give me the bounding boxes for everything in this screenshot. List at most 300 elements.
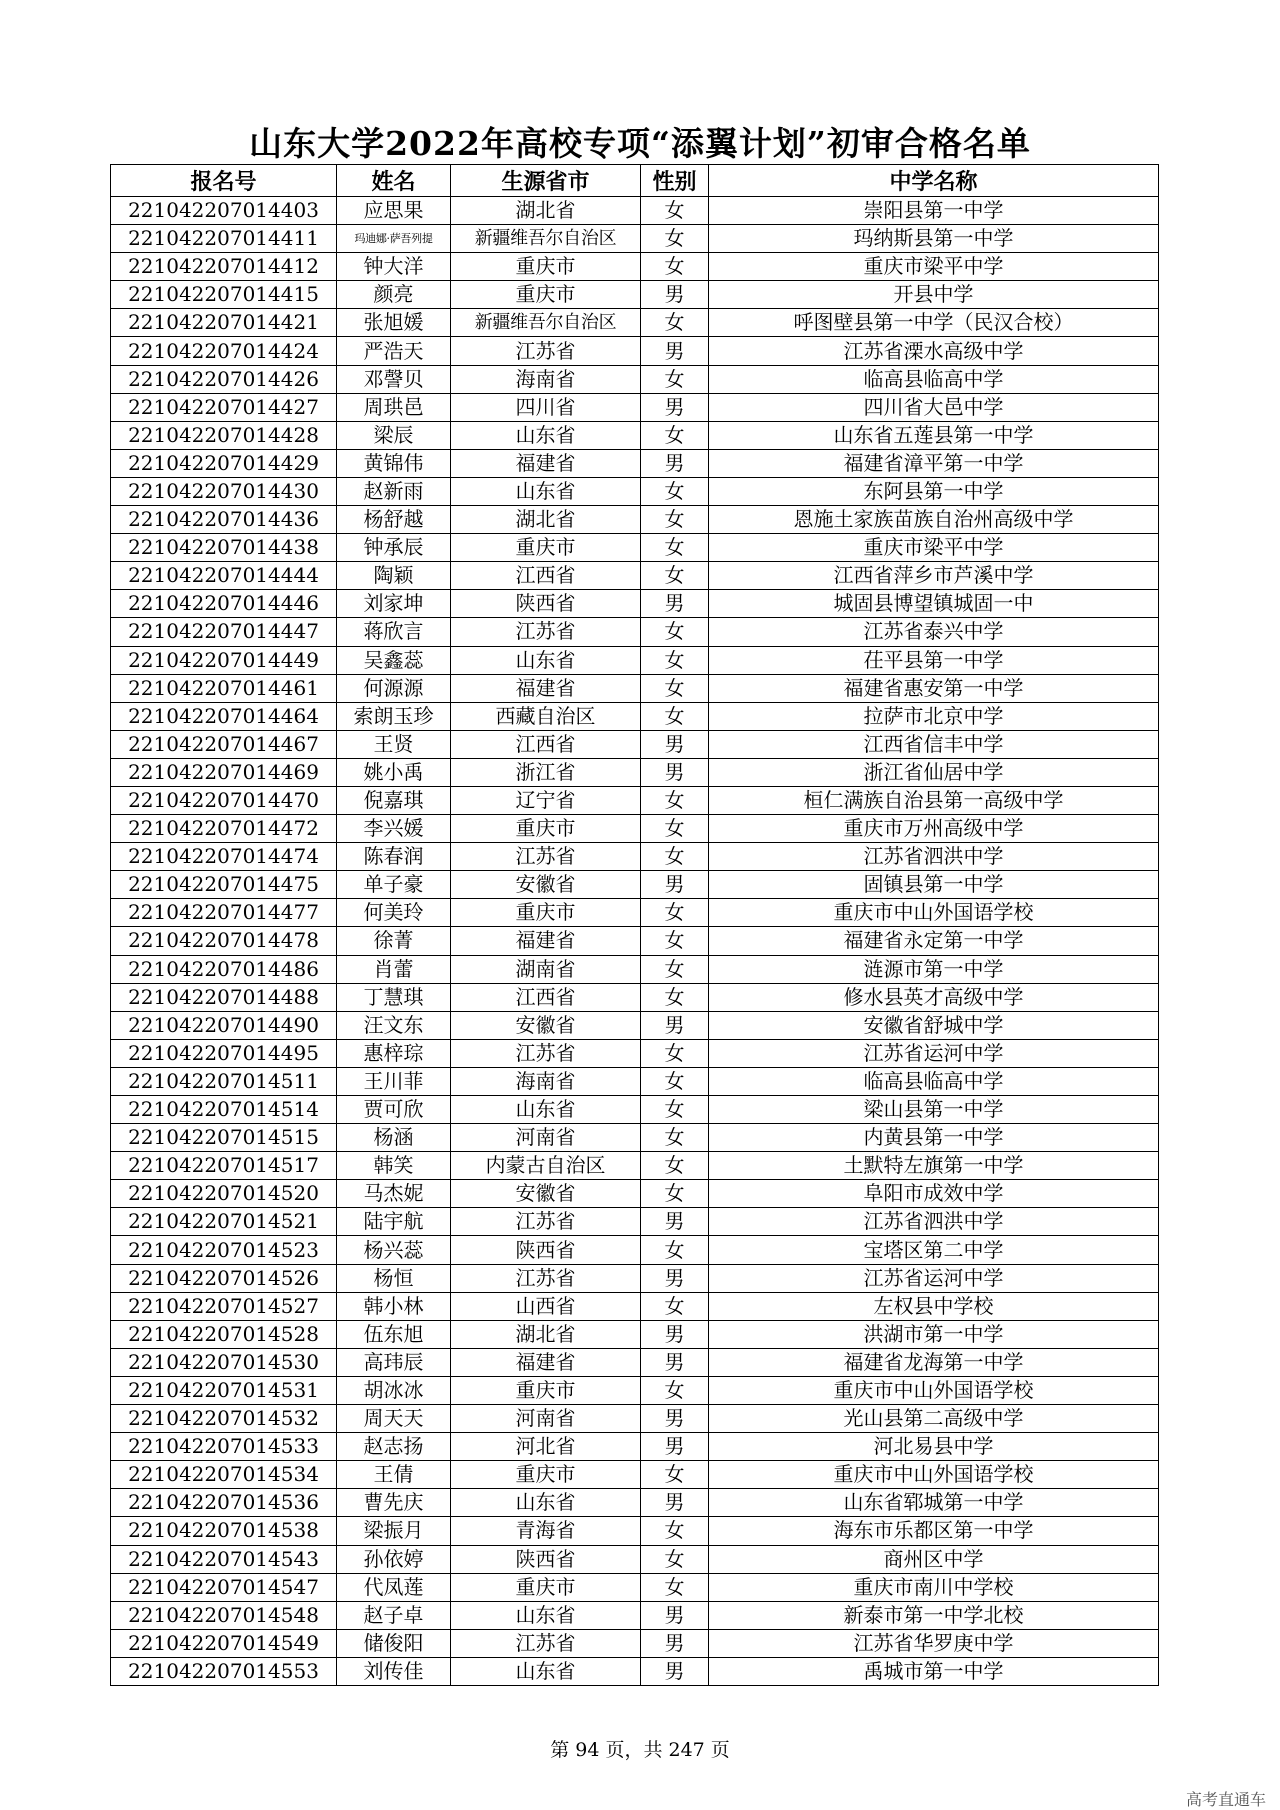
gender-cell: 男 [641, 1208, 709, 1236]
school-cell: 重庆市梁平中学 [709, 253, 1159, 281]
table-body [111, 197, 1159, 1686]
registration-number-cell: 221042207014426 [111, 365, 337, 393]
registration-number-cell: 221042207014477 [111, 899, 337, 927]
registration-number-cell: 221042207014469 [111, 758, 337, 786]
table-row [111, 590, 1159, 618]
registration-number-cell: 221042207014515 [111, 1124, 337, 1152]
gender-cell: 男 [641, 281, 709, 309]
registration-number-cell: 221042207014446 [111, 590, 337, 618]
gender-cell: 女 [641, 225, 709, 253]
watermark: 高考直通车 [1185, 1790, 1266, 1809]
province-cell: 福建省 [451, 1348, 641, 1376]
province-cell: 山东省 [451, 1096, 641, 1124]
province-cell: 重庆市 [451, 815, 641, 843]
name-cell: 王川菲 [337, 1067, 451, 1095]
name-cell: 孙依婷 [337, 1545, 451, 1573]
name-cell: 伍东旭 [337, 1320, 451, 1348]
name-cell: 刘传佳 [337, 1657, 451, 1685]
name-cell: 周珙邑 [337, 393, 451, 421]
school-cell: 浙江省仙居中学 [709, 758, 1159, 786]
header-gender: 性别 [641, 165, 709, 197]
province-cell: 海南省 [451, 365, 641, 393]
registration-number-cell: 221042207014521 [111, 1208, 337, 1236]
table-row [111, 393, 1159, 421]
gender-cell: 女 [641, 1461, 709, 1489]
name-cell: 单子豪 [337, 871, 451, 899]
registration-number-cell: 221042207014543 [111, 1545, 337, 1573]
school-cell: 福建省龙海第一中学 [709, 1348, 1159, 1376]
gender-cell: 男 [641, 1601, 709, 1629]
province-cell: 江苏省 [451, 1629, 641, 1657]
table-row [111, 365, 1159, 393]
name-cell: 储俊阳 [337, 1629, 451, 1657]
gender-cell: 女 [641, 477, 709, 505]
school-cell: 重庆市南川中学校 [709, 1573, 1159, 1601]
registration-number-cell: 221042207014472 [111, 815, 337, 843]
gender-cell: 女 [641, 899, 709, 927]
name-cell: 杨涵 [337, 1124, 451, 1152]
school-cell: 东阿县第一中学 [709, 477, 1159, 505]
registration-number-cell: 221042207014495 [111, 1039, 337, 1067]
gender-cell: 男 [641, 1489, 709, 1517]
school-cell: 山东省五莲县第一中学 [709, 421, 1159, 449]
gender-cell: 男 [641, 449, 709, 477]
province-cell: 江苏省 [451, 1039, 641, 1067]
table-row [111, 1067, 1159, 1095]
name-cell: 刘家坤 [337, 590, 451, 618]
table-row [111, 421, 1159, 449]
registration-number-cell: 221042207014449 [111, 646, 337, 674]
registration-number-cell: 221042207014547 [111, 1573, 337, 1601]
name-cell: 惠梓琮 [337, 1039, 451, 1067]
school-cell: 修水县英才高级中学 [709, 983, 1159, 1011]
province-cell: 福建省 [451, 449, 641, 477]
province-cell: 青海省 [451, 1517, 641, 1545]
table-row [111, 871, 1159, 899]
school-cell: 临高县临高中学 [709, 365, 1159, 393]
gender-cell: 男 [641, 1657, 709, 1685]
gender-cell: 男 [641, 871, 709, 899]
name-cell: 应思果 [337, 197, 451, 225]
registration-number-cell: 221042207014536 [111, 1489, 337, 1517]
table-row [111, 562, 1159, 590]
province-cell: 安徽省 [451, 871, 641, 899]
gender-cell: 女 [641, 365, 709, 393]
table-row [111, 1124, 1159, 1152]
province-cell: 山东省 [451, 421, 641, 449]
province-cell: 陕西省 [451, 1236, 641, 1264]
province-cell: 河南省 [451, 1124, 641, 1152]
school-cell: 开县中学 [709, 281, 1159, 309]
gender-cell: 女 [641, 1573, 709, 1601]
gender-cell: 女 [641, 927, 709, 955]
gender-cell: 女 [641, 1292, 709, 1320]
name-cell: 赵子卓 [337, 1601, 451, 1629]
table-row [111, 534, 1159, 562]
school-cell: 重庆市中山外国语学校 [709, 1461, 1159, 1489]
school-cell: 恩施土家族苗族自治州高级中学 [709, 506, 1159, 534]
school-cell: 四川省大邑中学 [709, 393, 1159, 421]
province-cell: 陕西省 [451, 1545, 641, 1573]
table-row [111, 1348, 1159, 1376]
registration-number-cell: 221042207014412 [111, 253, 337, 281]
table-row [111, 1264, 1159, 1292]
name-cell: 钟大洋 [337, 253, 451, 281]
registration-number-cell: 221042207014532 [111, 1405, 337, 1433]
table-row [111, 1433, 1159, 1461]
school-cell: 禹城市第一中学 [709, 1657, 1159, 1685]
table-row [111, 225, 1159, 253]
province-cell: 山东省 [451, 646, 641, 674]
table-row [111, 337, 1159, 365]
table-row [111, 843, 1159, 871]
table-row [111, 1601, 1159, 1629]
gender-cell: 男 [641, 1264, 709, 1292]
name-cell: 何源源 [337, 674, 451, 702]
registration-number-cell: 221042207014428 [111, 421, 337, 449]
gender-cell: 女 [641, 1152, 709, 1180]
header-school: 中学名称 [709, 165, 1159, 197]
province-cell: 四川省 [451, 393, 641, 421]
table-row [111, 1517, 1159, 1545]
school-cell: 固镇县第一中学 [709, 871, 1159, 899]
name-cell: 陆宇航 [337, 1208, 451, 1236]
province-cell: 河南省 [451, 1405, 641, 1433]
table-row [111, 702, 1159, 730]
table-row [111, 1292, 1159, 1320]
registration-number-cell: 221042207014461 [111, 674, 337, 702]
school-cell: 宝塔区第二中学 [709, 1236, 1159, 1264]
name-cell: 马杰妮 [337, 1180, 451, 1208]
gender-cell: 女 [641, 618, 709, 646]
gender-cell: 女 [641, 815, 709, 843]
school-cell: 山东省郓城第一中学 [709, 1489, 1159, 1517]
registration-number-cell: 221042207014528 [111, 1320, 337, 1348]
registration-number-cell: 221042207014538 [111, 1517, 337, 1545]
school-cell: 光山县第二高级中学 [709, 1405, 1159, 1433]
school-cell: 福建省漳平第一中学 [709, 449, 1159, 477]
registration-number-cell: 221042207014447 [111, 618, 337, 646]
province-cell: 安徽省 [451, 1180, 641, 1208]
table-row [111, 281, 1159, 309]
school-cell: 江西省信丰中学 [709, 730, 1159, 758]
name-cell: 赵新雨 [337, 477, 451, 505]
registration-number-cell: 221042207014444 [111, 562, 337, 590]
header-name: 姓名 [337, 165, 451, 197]
name-cell: 王倩 [337, 1461, 451, 1489]
table-row [111, 1320, 1159, 1348]
table-row [111, 815, 1159, 843]
province-cell: 湖北省 [451, 197, 641, 225]
school-cell: 洪湖市第一中学 [709, 1320, 1159, 1348]
table-row [111, 674, 1159, 702]
table-row [111, 1180, 1159, 1208]
province-cell: 江苏省 [451, 618, 641, 646]
name-cell: 胡冰冰 [337, 1376, 451, 1404]
gender-cell: 女 [641, 1124, 709, 1152]
gender-cell: 女 [641, 843, 709, 871]
registration-number-cell: 221042207014490 [111, 1011, 337, 1039]
table-row [111, 1011, 1159, 1039]
name-cell: 王贤 [337, 730, 451, 758]
table-row [111, 1236, 1159, 1264]
registration-number-cell: 221042207014526 [111, 1264, 337, 1292]
registration-number-cell: 221042207014511 [111, 1067, 337, 1095]
registration-number-cell: 221042207014411 [111, 225, 337, 253]
school-cell: 阜阳市成效中学 [709, 1180, 1159, 1208]
school-cell: 崇阳县第一中学 [709, 197, 1159, 225]
gender-cell: 男 [641, 1011, 709, 1039]
gender-cell: 女 [641, 1180, 709, 1208]
registration-number-cell: 221042207014424 [111, 337, 337, 365]
province-cell: 湖北省 [451, 506, 641, 534]
school-cell: 江苏省泗洪中学 [709, 1208, 1159, 1236]
school-cell: 海东市乐都区第一中学 [709, 1517, 1159, 1545]
gender-cell: 女 [641, 309, 709, 337]
province-cell: 重庆市 [451, 281, 641, 309]
gender-cell: 女 [641, 786, 709, 814]
province-cell: 福建省 [451, 674, 641, 702]
registration-number-cell: 221042207014438 [111, 534, 337, 562]
province-cell: 安徽省 [451, 1011, 641, 1039]
gender-cell: 男 [641, 730, 709, 758]
registration-number-cell: 221042207014467 [111, 730, 337, 758]
table-row [111, 1405, 1159, 1433]
school-cell: 江苏省华罗庚中学 [709, 1629, 1159, 1657]
gender-cell: 男 [641, 758, 709, 786]
registration-number-cell: 221042207014474 [111, 843, 337, 871]
school-cell: 新泰市第一中学北校 [709, 1601, 1159, 1629]
province-cell: 重庆市 [451, 899, 641, 927]
gender-cell: 男 [641, 590, 709, 618]
table-row [111, 1545, 1159, 1573]
gender-cell: 女 [641, 506, 709, 534]
school-cell: 土默特左旗第一中学 [709, 1152, 1159, 1180]
registration-number-cell: 221042207014475 [111, 871, 337, 899]
gender-cell: 女 [641, 1545, 709, 1573]
registration-number-cell: 221042207014527 [111, 1292, 337, 1320]
table-row [111, 758, 1159, 786]
province-cell: 福建省 [451, 927, 641, 955]
registration-number-cell: 221042207014478 [111, 927, 337, 955]
school-cell: 江苏省溧水高级中学 [709, 337, 1159, 365]
name-cell: 韩笑 [337, 1152, 451, 1180]
name-cell: 陶颖 [337, 562, 451, 590]
province-cell: 浙江省 [451, 758, 641, 786]
name-cell: 吴鑫蕊 [337, 646, 451, 674]
name-cell: 韩小林 [337, 1292, 451, 1320]
province-cell: 江苏省 [451, 843, 641, 871]
province-cell: 江西省 [451, 730, 641, 758]
province-cell: 江西省 [451, 562, 641, 590]
gender-cell: 女 [641, 702, 709, 730]
table-header-row [111, 165, 1159, 197]
name-cell: 蒋欣言 [337, 618, 451, 646]
registration-number-cell: 221042207014430 [111, 477, 337, 505]
gender-cell: 女 [641, 1067, 709, 1095]
name-cell: 杨恒 [337, 1264, 451, 1292]
registration-number-cell: 221042207014531 [111, 1376, 337, 1404]
province-cell: 辽宁省 [451, 786, 641, 814]
header-registration-number: 报名号 [111, 165, 337, 197]
name-cell: 张旭媛 [337, 309, 451, 337]
school-cell: 梁山县第一中学 [709, 1096, 1159, 1124]
school-cell: 福建省惠安第一中学 [709, 674, 1159, 702]
name-cell: 颜亮 [337, 281, 451, 309]
registration-number-cell: 221042207014488 [111, 983, 337, 1011]
name-cell: 杨舒越 [337, 506, 451, 534]
province-cell: 新疆维吾尔自治区 [451, 225, 641, 253]
school-cell: 商州区中学 [709, 1545, 1159, 1573]
name-cell: 肖蕾 [337, 955, 451, 983]
school-cell: 重庆市万州高级中学 [709, 815, 1159, 843]
gender-cell: 女 [641, 1517, 709, 1545]
name-cell: 曹先庆 [337, 1489, 451, 1517]
name-cell: 倪嘉琪 [337, 786, 451, 814]
registration-number-cell: 221042207014427 [111, 393, 337, 421]
school-cell: 临高县临高中学 [709, 1067, 1159, 1095]
gender-cell: 男 [641, 1405, 709, 1433]
province-cell: 江西省 [451, 983, 641, 1011]
name-cell: 李兴媛 [337, 815, 451, 843]
registration-number-cell: 221042207014486 [111, 955, 337, 983]
document-title: 山东大学2022年高校专项“添翼计划”初审合格名单 [249, 124, 1031, 163]
school-cell: 重庆市中山外国语学校 [709, 1376, 1159, 1404]
school-cell: 河北易县中学 [709, 1433, 1159, 1461]
registration-number-cell: 221042207014464 [111, 702, 337, 730]
gender-cell: 女 [641, 197, 709, 225]
registration-number-cell: 221042207014530 [111, 1348, 337, 1376]
gender-cell: 男 [641, 1629, 709, 1657]
province-cell: 江苏省 [451, 1264, 641, 1292]
table-row [111, 618, 1159, 646]
name-cell: 徐菁 [337, 927, 451, 955]
table-row [111, 1629, 1159, 1657]
school-cell: 江苏省运河中学 [709, 1264, 1159, 1292]
school-cell: 内黄县第一中学 [709, 1124, 1159, 1152]
table-row [111, 899, 1159, 927]
province-cell: 重庆市 [451, 1573, 641, 1601]
name-cell: 高玮辰 [337, 1348, 451, 1376]
name-cell: 梁振月 [337, 1517, 451, 1545]
name-cell: 周天天 [337, 1405, 451, 1433]
header-province: 生源省市 [451, 165, 641, 197]
province-cell: 西藏自治区 [451, 702, 641, 730]
registration-number-cell: 221042207014403 [111, 197, 337, 225]
province-cell: 内蒙古自治区 [451, 1152, 641, 1180]
gender-cell: 女 [641, 421, 709, 449]
name-cell: 何美玲 [337, 899, 451, 927]
gender-cell: 女 [641, 1236, 709, 1264]
table-row [111, 477, 1159, 505]
registration-number-cell: 221042207014523 [111, 1236, 337, 1264]
province-cell: 山西省 [451, 1292, 641, 1320]
gender-cell: 女 [641, 955, 709, 983]
school-cell: 福建省永定第一中学 [709, 927, 1159, 955]
province-cell: 重庆市 [451, 253, 641, 281]
school-cell: 重庆市梁平中学 [709, 534, 1159, 562]
registration-number-cell: 221042207014429 [111, 449, 337, 477]
table-row [111, 1096, 1159, 1124]
school-cell: 江苏省泰兴中学 [709, 618, 1159, 646]
province-cell: 湖北省 [451, 1320, 641, 1348]
table-row [111, 1573, 1159, 1601]
gender-cell: 女 [641, 253, 709, 281]
province-cell: 山东省 [451, 1489, 641, 1517]
school-cell: 桓仁满族自治县第一高级中学 [709, 786, 1159, 814]
gender-cell: 男 [641, 1433, 709, 1461]
name-cell: 邓謦贝 [337, 365, 451, 393]
table-row [111, 1489, 1159, 1517]
table-row [111, 983, 1159, 1011]
table-row [111, 927, 1159, 955]
gender-cell: 女 [641, 534, 709, 562]
school-cell: 左权县中学校 [709, 1292, 1159, 1320]
name-cell: 代凤莲 [337, 1573, 451, 1601]
name-cell: 索朗玉珍 [337, 702, 451, 730]
table-row [111, 309, 1159, 337]
admission-list-table [110, 164, 1159, 1686]
province-cell: 河北省 [451, 1433, 641, 1461]
registration-number-cell: 221042207014415 [111, 281, 337, 309]
gender-cell: 女 [641, 1096, 709, 1124]
name-cell: 丁慧琪 [337, 983, 451, 1011]
gender-cell: 男 [641, 393, 709, 421]
table-row [111, 253, 1159, 281]
name-cell: 钟承辰 [337, 534, 451, 562]
name-cell: 贾可欣 [337, 1096, 451, 1124]
gender-cell: 女 [641, 1376, 709, 1404]
name-cell: 姚小禹 [337, 758, 451, 786]
school-cell: 呼图壁县第一中学（民汉合校） [709, 309, 1159, 337]
registration-number-cell: 221042207014553 [111, 1657, 337, 1685]
school-cell: 城固县博望镇城固一中 [709, 590, 1159, 618]
table-row [111, 646, 1159, 674]
gender-cell: 女 [641, 646, 709, 674]
school-cell: 涟源市第一中学 [709, 955, 1159, 983]
table-row [111, 1376, 1159, 1404]
registration-number-cell: 221042207014436 [111, 506, 337, 534]
registration-number-cell: 221042207014517 [111, 1152, 337, 1180]
table-row [111, 786, 1159, 814]
gender-cell: 女 [641, 1039, 709, 1067]
name-cell: 玛迪娜·萨吾列提 [337, 225, 451, 253]
school-cell: 茌平县第一中学 [709, 646, 1159, 674]
registration-number-cell: 221042207014514 [111, 1096, 337, 1124]
table-row [111, 449, 1159, 477]
school-cell: 安徽省舒城中学 [709, 1011, 1159, 1039]
gender-cell: 女 [641, 983, 709, 1011]
gender-cell: 男 [641, 1348, 709, 1376]
school-cell: 江西省萍乡市芦溪中学 [709, 562, 1159, 590]
province-cell: 重庆市 [451, 534, 641, 562]
province-cell: 江苏省 [451, 337, 641, 365]
province-cell: 山东省 [451, 1657, 641, 1685]
name-cell: 赵志扬 [337, 1433, 451, 1461]
table-row [111, 1657, 1159, 1685]
registration-number-cell: 221042207014548 [111, 1601, 337, 1629]
registration-number-cell: 221042207014520 [111, 1180, 337, 1208]
gender-cell: 男 [641, 337, 709, 365]
registration-number-cell: 221042207014534 [111, 1461, 337, 1489]
name-cell: 黄锦伟 [337, 449, 451, 477]
registration-number-cell: 221042207014421 [111, 309, 337, 337]
name-cell: 汪文东 [337, 1011, 451, 1039]
province-cell: 重庆市 [451, 1376, 641, 1404]
page-footer: 第 94 页，共 247 页 [550, 1739, 730, 1761]
province-cell: 山东省 [451, 1601, 641, 1629]
name-cell: 梁辰 [337, 421, 451, 449]
